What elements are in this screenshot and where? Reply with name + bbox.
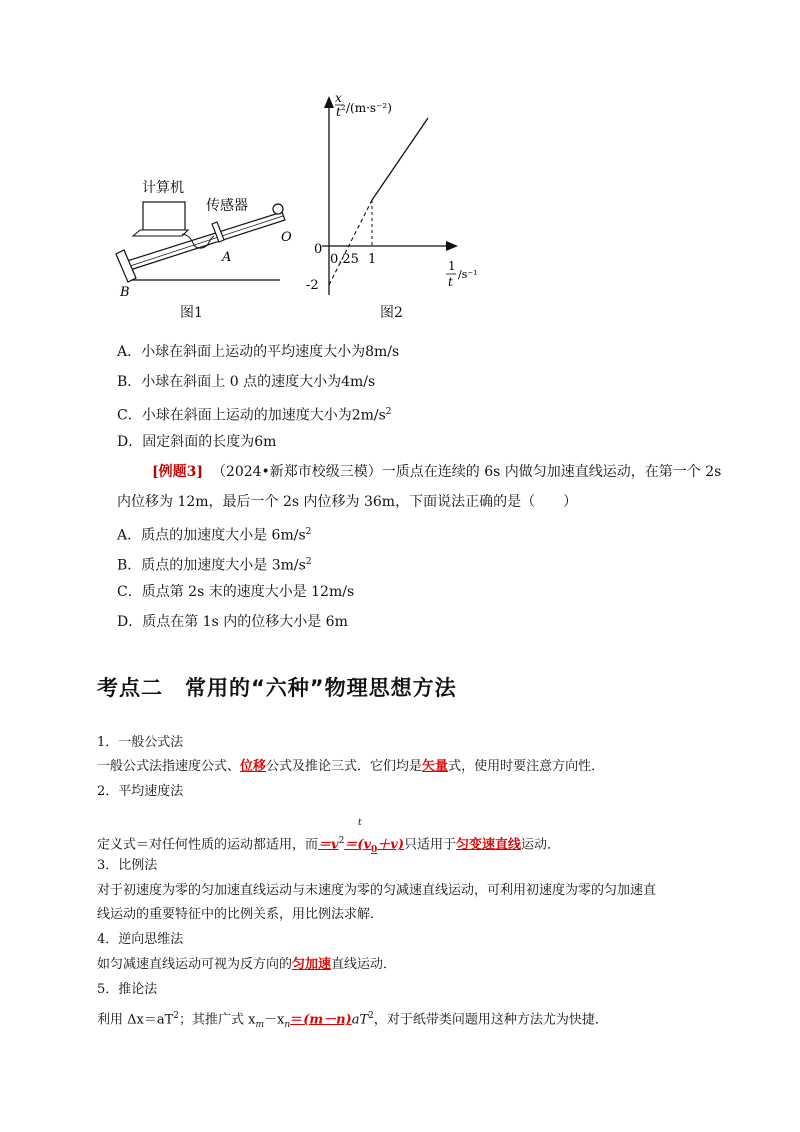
ex3-option-d: D．质点在第 1s 内的位移大小是 6m	[117, 614, 348, 630]
ex3-option-a-text: A．质点的加速度大小是 6m/s	[117, 527, 306, 544]
method3-line1: 对于初速度为零的匀加速直线运动与末速度为零的匀减速直线运动，可利用初速度为零的匀加速直	[97, 883, 657, 898]
method5-text	[97, 1007, 608, 1034]
example3-tag: [例题3]	[152, 464, 203, 480]
m1-a: 一般公式法指速度公式、	[97, 759, 241, 774]
y-label-denominator: t	[336, 105, 341, 119]
method2-title: 2．平均速度法	[97, 784, 184, 799]
method4-title: 4．逆向思维法	[97, 932, 184, 947]
m2-a: 定义式＝对任何性质的运动都适用，而	[97, 837, 319, 853]
y-axis-arrow	[324, 96, 334, 108]
ex3-option-b-text: B．质点的加速度大小是 3m/s	[117, 557, 306, 574]
method2-text	[97, 832, 560, 859]
method2-superscript-t: t	[358, 818, 362, 828]
example3-line1	[152, 462, 721, 482]
point-a-label: A	[222, 250, 232, 265]
m5-b: 2	[173, 1011, 180, 1021]
ex3-option-b-sup: 2	[305, 557, 312, 567]
q2-option-c-sup: 2	[385, 407, 392, 417]
tick-1-label: 1	[368, 252, 377, 267]
m2-formula-sup: 2	[338, 836, 345, 846]
q2-option-c	[117, 402, 392, 426]
tick-025-label: 0.25	[330, 252, 359, 267]
method3-line2: 线运动的重要特征中的比例关系，用比例法求解．	[97, 907, 384, 922]
q2-option-d: D．固定斜面的长度为6m	[117, 434, 277, 450]
m1-c: 公式及推论三式．它们均是	[266, 759, 423, 774]
m5-e: －x	[264, 1012, 285, 1028]
m5-f: n	[284, 1019, 291, 1030]
method1-title: 1．一般公式法	[97, 735, 184, 750]
method3-title: 3．比例法	[97, 858, 158, 873]
m5-c: ；其推广式 x	[179, 1012, 256, 1028]
graph-line-dashed	[329, 200, 372, 285]
x-label-unit: /s⁻¹	[458, 268, 478, 281]
q2-option-b: B．小球在斜面上 0 点的速度大小为4m/s	[117, 374, 376, 390]
ex3-option-a-sup: 2	[305, 527, 312, 537]
sensor-label: 传感器	[206, 198, 248, 214]
point-b-label: B	[120, 285, 130, 300]
m4-a: 如匀减速直线运动可视为反方向的	[97, 957, 293, 972]
method5-title: 5．推论法	[97, 982, 158, 997]
m5-j: 2	[368, 1011, 374, 1021]
m1-e: 式，使用时要注意方向性．	[448, 759, 605, 774]
q2-option-a: A．小球在斜面上运动的平均速度大小为8m/s	[117, 344, 400, 360]
m4-c: 直线运动．	[331, 957, 397, 972]
example3-line2: 内位移为 12m，最后一个 2s 内位移为 36m，下面说法正确的是（ ）	[117, 494, 578, 510]
figure-2-caption: 图2	[380, 305, 403, 321]
m5-g: ＝	[290, 1012, 304, 1028]
m2-i: 运动．	[521, 837, 561, 853]
method1-text	[97, 758, 604, 776]
y-label-exponent: 2	[341, 104, 346, 112]
m2-formula-1: ＝v	[318, 837, 339, 853]
ball	[273, 204, 283, 214]
example3-line1-text: （2024•新郑市校级三模）一质点在连续的 6s 内做匀加速直线运动，在第一个 2s	[211, 464, 722, 480]
computer-keyboard	[133, 230, 188, 236]
x-label-numerator: 1	[448, 259, 456, 273]
y-label-numerator: x	[335, 91, 342, 105]
m2-g: 只适用于	[404, 837, 457, 853]
graph-line-solid	[372, 118, 428, 200]
m5-i: aT	[351, 1012, 369, 1028]
tick-neg2-label: -2	[306, 278, 319, 293]
m2-formula-sub: 0	[371, 844, 378, 855]
x-axis-arrow	[446, 241, 458, 251]
section-title: 考点二 常用的“六种”物理思想方法	[97, 676, 457, 700]
computer-label: 计算机	[142, 180, 184, 196]
ex3-option-b	[117, 552, 312, 576]
origin-label: 0	[314, 242, 323, 257]
computer-screen	[143, 202, 185, 230]
m5-a: 利用 Δx＝aT	[97, 1012, 174, 1028]
ex3-option-c: C．质点第 2s 末的速度大小是 12m/s	[117, 584, 355, 600]
figure-1-incline	[110, 170, 300, 300]
m2-keyword-uniform: 匀变速直线	[456, 837, 522, 853]
m2-formula-2: ＝(v	[344, 837, 372, 853]
figure-2-graph	[300, 90, 500, 300]
y-label-unit: /(m·s⁻²)	[346, 101, 392, 115]
q2-option-c-text: C．小球在斜面上运动的加速度大小为2m/s	[117, 407, 386, 424]
x-label-denominator: t	[448, 275, 453, 289]
m1-keyword-displacement: 位移	[240, 759, 267, 774]
m5-d: m	[255, 1019, 265, 1030]
method4-text	[97, 956, 396, 974]
m5-keyword-mn: (m－n)	[303, 1012, 352, 1028]
m2-formula-3: ＋v)	[377, 837, 405, 853]
point-o-label: O	[281, 230, 292, 245]
m4-keyword-accel: 匀加速	[292, 957, 332, 972]
m5-k: ，对于纸带类问题用这种方法尤为快捷．	[373, 1012, 608, 1028]
figure-1-caption: 图1	[180, 305, 203, 321]
m1-keyword-vector: 矢量	[422, 759, 449, 774]
ex3-option-a	[117, 522, 311, 546]
